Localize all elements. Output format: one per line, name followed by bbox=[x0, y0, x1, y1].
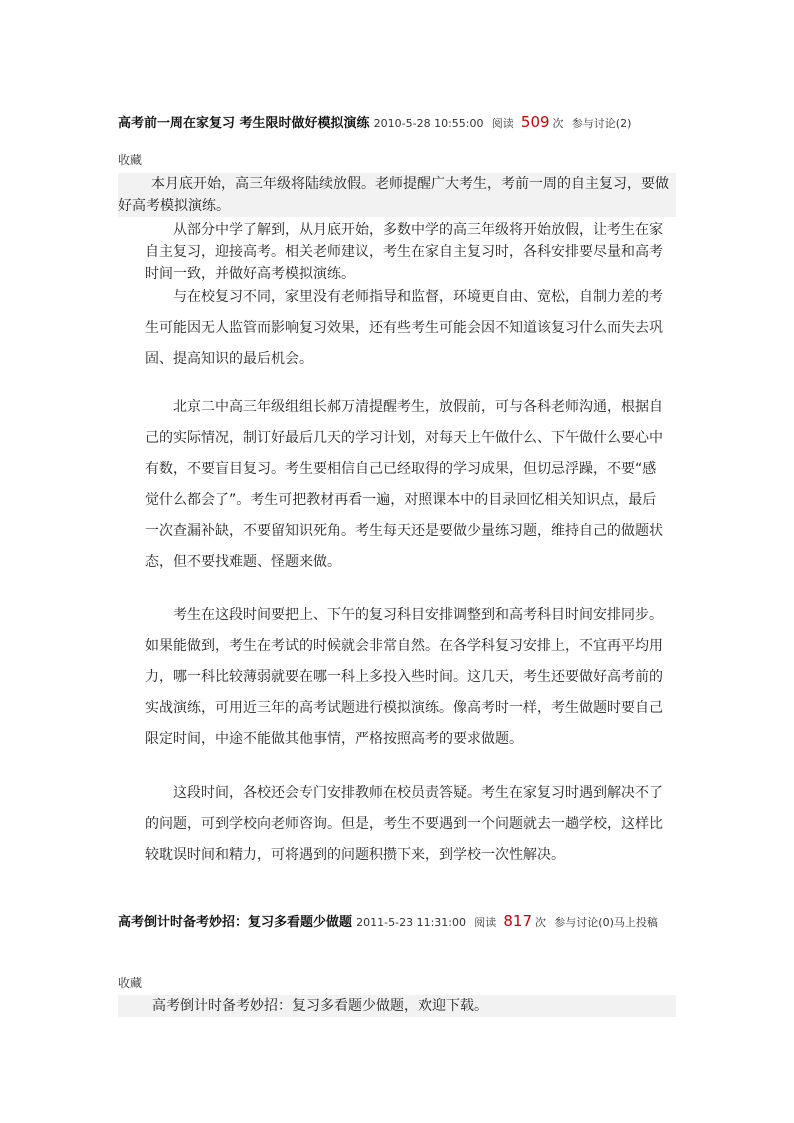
article-paragraph: 北京二中高三年级组组长郝万清提醒考生，放假前，可与各科老师沟通，根据自己的实际情况，制订好最后几天的学习计划，对每天上午做什么、下午做什么要心中有数，不要盲目复习。考生要相信自己已经取得的学习成果，但切忌浮躁，不要“感觉什么都会了”。考生可把教材再看一遍，对照课本中的目录回忆相关知识点，最后一次查漏补缺，不要留知识死角。考生每天还是要做少量练习题，维持自己的做题状态，但不要找难题、怪题来做。 bbox=[145, 399, 663, 570]
read-count: 817 bbox=[503, 912, 533, 930]
post-summary: 本月底开始，高三年级将陆续放假。老师提醒广大考生，考前一周的自主复习，要做好高考模拟演练。 bbox=[118, 173, 676, 217]
submit-link[interactable]: 马上投稿 bbox=[613, 916, 658, 929]
article-paragraph: 考生在这段时间要把上、下午的复习科目安排调整到和高考科目时间安排同步。如果能做到，考生在考试的时候就会非常自然。在各学科复习安排上，不宜再平均用力，哪一科比较薄弱就要在哪一科上多投入些时间。这几天，考生还要做好高考前的实战演练，可用近三年的高考试题进行模拟演练。像高考时一样，考生做题时要自己限定时间，中途不能做其他事情，严格按照高考的要求做题。 bbox=[145, 607, 663, 747]
post-title[interactable]: 高考倒计时备考妙招：复习多看题少做题 bbox=[118, 915, 353, 930]
article-paragraph: 与在校复习不同，家里没有老师指导和监督，环境更自由、宽松，自制力差的考生可能因无人监管而影响复习效果，还有些考生可能会因不知道该复习什么而失去巩固、提高知识的最后机会。 bbox=[145, 289, 663, 367]
post-datetime: 2010-5-28 10:55:00 bbox=[373, 117, 484, 130]
read-unit: 次 bbox=[535, 916, 547, 929]
discuss-link[interactable]: 参与讨论(2) bbox=[571, 117, 632, 130]
post-summary: 高考倒计时备考妙招：复习多看题少做题，欢迎下载。 bbox=[118, 995, 676, 1017]
article-paragraph: 这段时间，各校还会专门安排教师在校员责答疑。考生在家复习时遇到解决不了的问题，可到学校向老师咨询。但是，考生不要遇到一个问题就去一趟学校，这样比较耽误时间和精力，可将遇到的问题积攒下来，到学校一次性解决。 bbox=[145, 785, 663, 863]
read-label: 阅读 bbox=[474, 916, 497, 929]
discuss-link[interactable]: 参与讨论(0) bbox=[554, 916, 614, 929]
favorite-link[interactable]: 收藏 bbox=[118, 153, 143, 167]
post-header bbox=[118, 910, 678, 934]
post-header bbox=[118, 111, 678, 135]
favorite-link[interactable]: 收藏 bbox=[118, 976, 143, 990]
article-paragraph: 从部分中学了解到，从月底开始，多数中学的高三年级将开始放假，让考生在家自主复习，迎接高考。相关老师建议，考生在家自主复习时，各科安排要尽量和高考时间一致，并做好高考模拟演练。 bbox=[145, 222, 663, 282]
read-count: 509 bbox=[520, 113, 550, 131]
read-label: 阅读 bbox=[491, 117, 514, 130]
read-unit: 次 bbox=[552, 117, 564, 130]
post-datetime: 2011-5-23 11:31:00 bbox=[356, 916, 466, 929]
post-title[interactable]: 高考前一周在家复习 考生限时做好模拟演练 bbox=[118, 116, 370, 131]
